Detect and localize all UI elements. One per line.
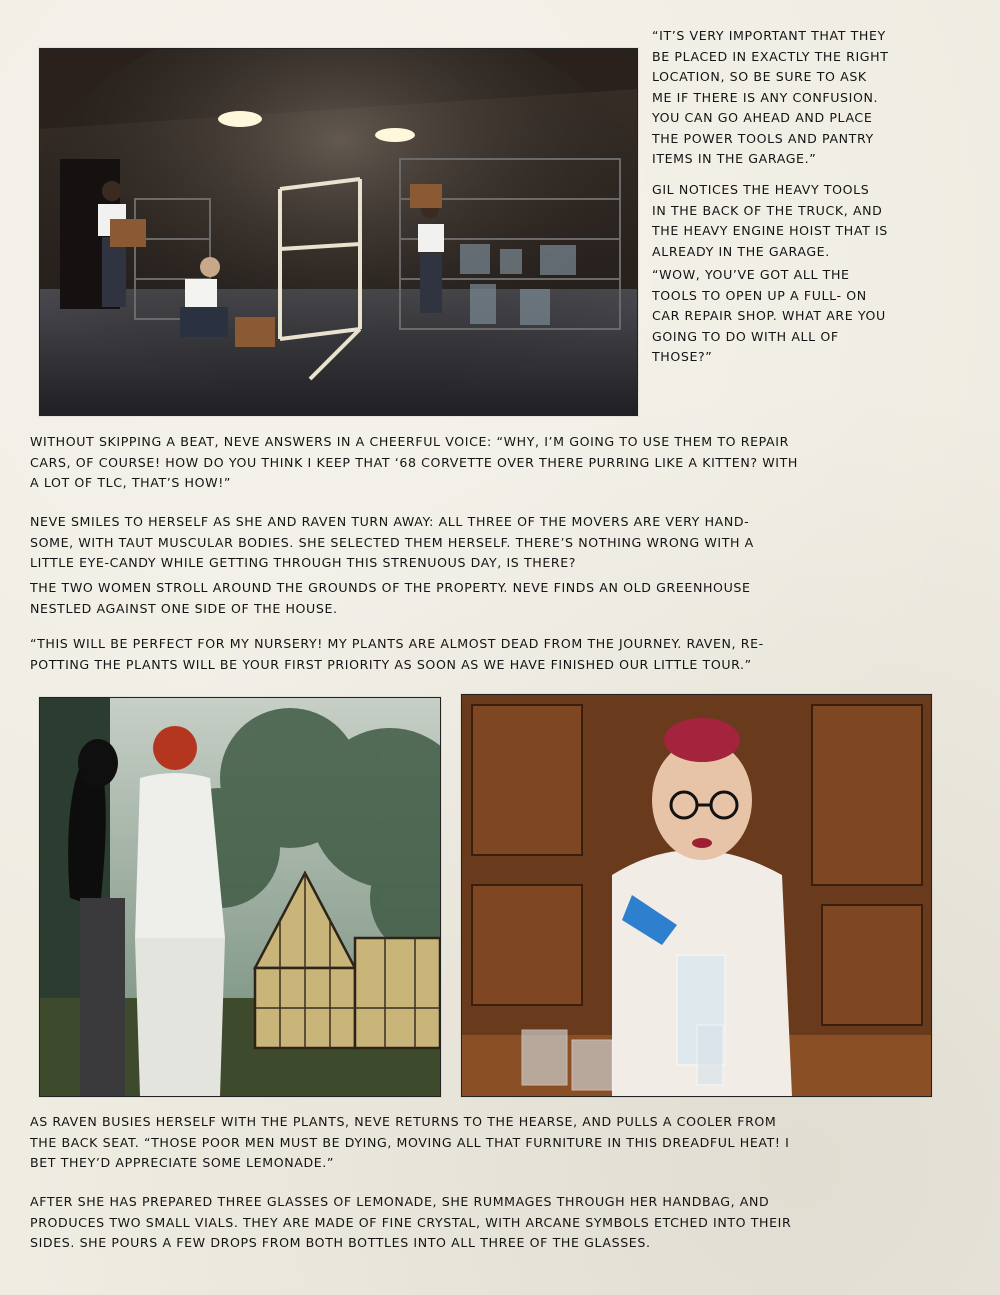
greenhouse-illustration xyxy=(39,697,441,1097)
top-quote-text: “IT’S VERY IMPORTANT THAT THEY BE PLACED IN EXACTLY THE RIGHT LOCATION, SO BE SURE TO ASK ME IF THERE IS ANY CONFUSION. YOU CAN GO AHEAD AND PLACE THE POWER TOOLS AND PANTRY ITEMS IN THE GARAGE.” xyxy=(652,28,889,166)
raven-busies-text: AS RAVEN BUSIES HERSELF WITH THE PLANTS, NEVE RETURNS TO THE HEARSE, AND PULLS A COOLER FROM THE BACK SEAT. “THOSE POOR MEN MUST BE DYING, MOVING ALL THAT FURNITURE IN THIS DREADFUL HEAT! I BET THEY’D APPRECIATE SOME LEMONADE.” xyxy=(30,1114,790,1170)
nursery-quote-text: “THIS WILL BE PERFECT FOR MY NURSERY! MY PLANTS ARE ALMOST DEAD FROM THE JOURNEY. RAVEN, RE- POTTING THE PLANTS WILL BE YOUR FIRST PRIORITY AS SOON AS WE HAVE FINISHED OUR LITTLE TOUR.” xyxy=(30,636,764,672)
gil-quote-text: “WOW, YOU’VE GOT ALL THE TOOLS TO OPEN UP A FULL- ON CAR REPAIR SHOP. WHAT ARE YOU GOING TO DO WITH ALL OF THOSE?” xyxy=(652,267,886,364)
garage-illustration xyxy=(39,48,638,416)
gil-notices-text: GIL NOTICES THE HEAVY TOOLS IN THE BACK OF THE TRUCK, AND THE HEAVY ENGINE HOIST THAT IS ALREADY IN THE GARAGE. xyxy=(652,182,888,259)
two-women-text: THE TWO WOMEN STROLL AROUND THE GROUNDS OF THE PROPERTY. NEVE FINDS AN OLD GREENHOUSE NESTLED AGAINST ONE SIDE OF THE HOUSE. xyxy=(30,580,751,616)
neve-answers-text: WITHOUT SKIPPING A BEAT, NEVE ANSWERS IN A CHEERFUL VOICE: “WHY, I’M GOING TO USE THEM TO REPAIR CARS, OF COURSE! HOW DO YOU THINK I KEEP THAT ‘68 CORVETTE OVER THERE PURRING LIKE A KITTEN? WITH A LOT OF TLC, THAT’S HOW!” xyxy=(30,434,798,490)
lemonade-text: AFTER SHE HAS PREPARED THREE GLASSES OF LEMONADE, SHE RUMMAGES THROUGH HER HANDBAG, AND PRODUCES TWO SMALL VIALS. THEY ARE MADE OF FINE CRYSTAL, WITH ARCANE SYMBOLS ETCHED INTO THEIR SIDES. SHE POURS A FEW DROPS FROM BOTH BOTTLES INTO ALL THREE OF THE GLASSES. xyxy=(30,1194,792,1250)
neve-smiles-text: NEVE SMILES TO HERSELF AS SHE AND RAVEN TURN AWAY: ALL THREE OF THE MOVERS ARE VERY HAND- SOME, WITH TAUT MUSCULAR BODIES. SHE SELECTED THEM HERSELF. THERE’S NOTHING WRONG WITH A LITTLE EYE-CANDY WHILE GETTING THROUGH THIS STRENUOUS DAY, IS THERE? xyxy=(30,514,754,570)
lemonade-illustration xyxy=(461,694,932,1097)
